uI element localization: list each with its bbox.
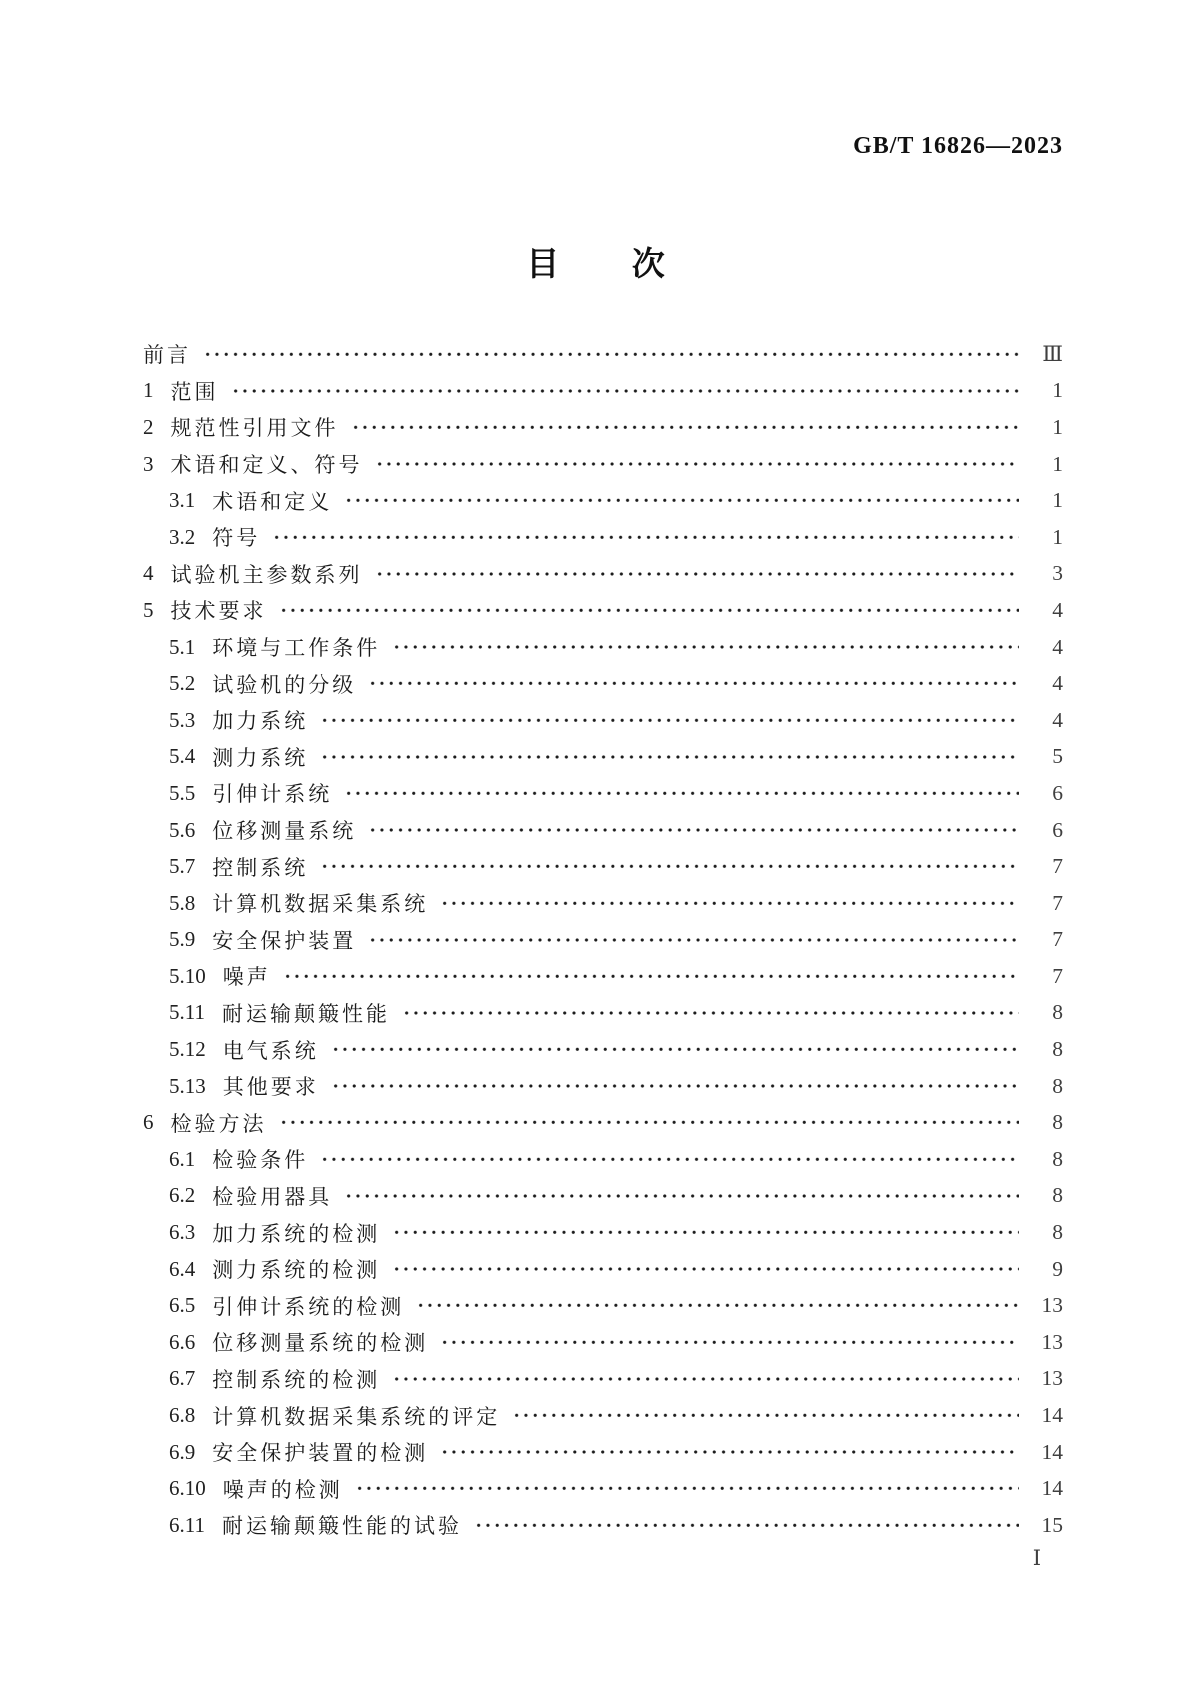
toc-entry-page: 15 xyxy=(1041,1512,1063,1537)
toc-entry xyxy=(143,1068,1063,1105)
toc-entry xyxy=(143,482,1063,519)
toc-dot-leader xyxy=(344,1178,1019,1215)
toc-entry-title: 范围 xyxy=(170,379,219,404)
toc-entry-number: 5.13 xyxy=(169,1073,206,1098)
toc-entry-number: 6.8 xyxy=(169,1403,196,1428)
toc-entry-number: 6.3 xyxy=(169,1220,196,1245)
toc-entry-title: 计算机数据采集系统 xyxy=(212,892,429,917)
toc-entry-number: 6 xyxy=(143,1110,154,1135)
toc-entry-number: 5.7 xyxy=(169,854,196,879)
toc-entry-page: 4 xyxy=(1052,634,1063,659)
toc-entry xyxy=(143,995,1063,1032)
toc-entry xyxy=(143,1287,1063,1324)
toc-entry-number: 5.3 xyxy=(169,707,196,732)
toc-entry xyxy=(143,848,1063,885)
toc-entry-title: 测力系统的检测 xyxy=(212,1258,381,1283)
table-of-contents xyxy=(143,336,1063,1544)
toc-entry-title: 试验机的分级 xyxy=(212,672,357,697)
toc-entry-number: 5.11 xyxy=(169,1000,205,1025)
toc-entry-title: 安全保护装置的检测 xyxy=(212,1441,429,1466)
toc-dot-leader xyxy=(440,1324,1019,1361)
toc-entry-page: 8 xyxy=(1052,1037,1063,1062)
toc-entry-page: 9 xyxy=(1052,1256,1063,1281)
toc-dot-leader xyxy=(392,1214,1019,1251)
toc-entry-page: 1 xyxy=(1052,378,1063,403)
toc-dot-leader xyxy=(320,1141,1019,1178)
toc-entry-number: 5.8 xyxy=(169,890,196,915)
standard-number: GB/T 16826—2023 xyxy=(853,133,1063,159)
toc-entry-number: 4 xyxy=(143,561,154,586)
toc-dot-leader xyxy=(344,775,1019,812)
toc-entry-title: 噪声 xyxy=(222,965,271,990)
toc-entry-title: 规范性引用文件 xyxy=(170,416,339,441)
toc-entry-title: 检验方法 xyxy=(170,1111,267,1136)
toc-dot-leader xyxy=(320,702,1019,739)
toc-entry-page: 6 xyxy=(1052,817,1063,842)
toc-entry xyxy=(143,1178,1063,1215)
toc-dot-leader xyxy=(231,373,1020,410)
toc-dot-leader xyxy=(375,556,1020,593)
toc-entry xyxy=(143,885,1063,922)
toc-entry-title: 控制系统的检测 xyxy=(212,1367,381,1392)
toc-entry xyxy=(143,336,1063,373)
toc-dot-leader xyxy=(331,1068,1019,1105)
toc-entry xyxy=(143,1434,1063,1471)
toc-entry-title: 其他要求 xyxy=(222,1075,319,1100)
toc-entry xyxy=(143,1361,1063,1398)
toc-entry-page: 14 xyxy=(1041,1439,1063,1464)
toc-dot-leader xyxy=(392,1361,1019,1398)
toc-dot-leader xyxy=(272,519,1019,556)
toc-entry-title: 技术要求 xyxy=(170,599,267,624)
toc-entry-number: 5.5 xyxy=(169,780,196,805)
toc-entry-number: 2 xyxy=(143,414,154,439)
toc-entry-page: 13 xyxy=(1041,1329,1063,1354)
toc-entry-page: 3 xyxy=(1052,561,1063,586)
toc-entry-title: 位移测量系统 xyxy=(212,819,357,844)
toc-entry-number: 5.9 xyxy=(169,927,196,952)
toc-entry-title: 耐运输颠簸性能的试验 xyxy=(221,1514,462,1539)
toc-entry-number: 6.1 xyxy=(169,1146,196,1171)
toc-entry-page: 4 xyxy=(1052,597,1063,622)
toc-entry xyxy=(143,1507,1063,1544)
toc-entry xyxy=(143,922,1063,959)
toc-entry-number: 6.6 xyxy=(169,1329,196,1354)
toc-entry-page: 1 xyxy=(1052,488,1063,513)
toc-entry xyxy=(143,1397,1063,1434)
toc-dot-leader xyxy=(283,958,1019,995)
toc-entry-title: 安全保护装置 xyxy=(212,928,357,953)
toc-entry xyxy=(143,775,1063,812)
toc-entry xyxy=(143,665,1063,702)
toc-dot-leader xyxy=(474,1507,1019,1544)
toc-entry xyxy=(143,1251,1063,1288)
toc-entry xyxy=(143,629,1063,666)
toc-dot-leader xyxy=(203,336,1019,373)
toc-dot-leader xyxy=(344,482,1019,519)
toc-entry-number: 5.6 xyxy=(169,817,196,842)
toc-dot-leader xyxy=(368,812,1019,849)
toc-entry-page: 14 xyxy=(1041,1476,1063,1501)
toc-entry-page: 8 xyxy=(1052,1220,1063,1245)
toc-entry-number: 6.4 xyxy=(169,1256,196,1281)
toc-entry-number: 3.1 xyxy=(169,488,196,513)
toc-entry-title: 试验机主参数系列 xyxy=(170,562,363,587)
toc-dot-leader xyxy=(279,592,1020,629)
toc-entry-number: 6.5 xyxy=(169,1293,196,1318)
toc-entry xyxy=(143,1031,1063,1068)
toc-entry-title: 引伸计系统的检测 xyxy=(212,1294,405,1319)
toc-entry-title: 加力系统的检测 xyxy=(212,1221,381,1246)
toc-entry xyxy=(143,556,1063,593)
toc-entry-number: 5.10 xyxy=(169,963,206,988)
toc-entry-title: 计算机数据采集系统的评定 xyxy=(212,1404,501,1429)
toc-entry-title: 检验用器具 xyxy=(212,1184,333,1209)
toc-entry-page: 7 xyxy=(1052,854,1063,879)
toc-entry-title: 测力系统 xyxy=(212,745,309,770)
toc-entry xyxy=(143,446,1063,483)
toc-entry xyxy=(143,958,1063,995)
toc-entry-page: 4 xyxy=(1052,707,1063,732)
toc-entry-title: 耐运输颠簸性能 xyxy=(221,1001,390,1026)
toc-entry-number: 3 xyxy=(143,451,154,476)
toc-entry-title: 引伸计系统 xyxy=(212,782,333,807)
toc-entry-page: 1 xyxy=(1052,414,1063,439)
toc-entry-page: 1 xyxy=(1052,451,1063,476)
toc-entry xyxy=(143,739,1063,776)
toc-entry-title: 加力系统 xyxy=(212,709,309,734)
folio-page-number: Ⅰ xyxy=(1032,1546,1041,1570)
toc-dot-leader xyxy=(440,885,1019,922)
toc-entry-title: 前言 xyxy=(143,343,191,368)
toc-entry-page: Ⅲ xyxy=(1042,341,1063,366)
toc-dot-leader xyxy=(331,1031,1019,1068)
toc-entry-title: 符号 xyxy=(212,526,261,551)
toc-dot-leader xyxy=(368,922,1019,959)
toc-entry-page: 6 xyxy=(1052,780,1063,805)
toc-entry xyxy=(143,409,1063,446)
toc-entry xyxy=(143,1324,1063,1361)
toc-dot-leader xyxy=(512,1397,1019,1434)
toc-entry xyxy=(143,812,1063,849)
toc-dot-leader xyxy=(351,409,1020,446)
toc-dot-leader xyxy=(416,1287,1019,1324)
toc-entry-number: 5.12 xyxy=(169,1037,206,1062)
toc-dot-leader xyxy=(320,739,1019,776)
toc-entry xyxy=(143,592,1063,629)
toc-dot-leader xyxy=(392,1251,1019,1288)
toc-entry-page: 13 xyxy=(1041,1293,1063,1318)
toc-entry-page: 13 xyxy=(1041,1366,1063,1391)
toc-entry xyxy=(143,702,1063,739)
toc-entry-page: 8 xyxy=(1052,1073,1063,1098)
toc-dot-leader xyxy=(392,629,1019,666)
toc-entry-page: 8 xyxy=(1052,1146,1063,1171)
toc-entry-number: 5.4 xyxy=(169,744,196,769)
toc-entry-title: 位移测量系统的检测 xyxy=(212,1331,429,1356)
toc-entry-title: 电气系统 xyxy=(222,1038,319,1063)
toc-entry-number: 3.2 xyxy=(169,524,196,549)
toc-dot-leader xyxy=(375,446,1020,483)
toc-entry-number: 6.11 xyxy=(169,1512,205,1537)
toc-entry-title: 环境与工作条件 xyxy=(212,636,381,661)
toc-entry-number: 6.2 xyxy=(169,1183,196,1208)
toc-entry-page: 7 xyxy=(1052,963,1063,988)
toc-entry-number: 5.1 xyxy=(169,634,196,659)
toc-entry xyxy=(143,1214,1063,1251)
toc-entry xyxy=(143,519,1063,556)
toc-entry xyxy=(143,1141,1063,1178)
toc-entry-title: 术语和定义、符号 xyxy=(170,453,363,478)
toc-entry-number: 6.9 xyxy=(169,1439,196,1464)
toc-entry xyxy=(143,1470,1063,1507)
toc-entry xyxy=(143,373,1063,410)
toc-entry-number: 5 xyxy=(143,597,154,622)
toc-dot-leader xyxy=(368,665,1019,702)
page-title: 目次 xyxy=(526,247,738,283)
toc-dot-leader xyxy=(355,1470,1019,1507)
toc-entry-number: 6.10 xyxy=(169,1476,206,1501)
toc-entry-title: 术语和定义 xyxy=(212,489,333,514)
toc-entry-page: 5 xyxy=(1052,744,1063,769)
toc-entry-page: 1 xyxy=(1052,524,1063,549)
toc-dot-leader xyxy=(440,1434,1019,1471)
toc-entry-title: 控制系统 xyxy=(212,855,309,880)
toc-entry xyxy=(143,1104,1063,1141)
toc-entry-page: 4 xyxy=(1052,671,1063,696)
toc-entry-page: 14 xyxy=(1041,1403,1063,1428)
toc-entry-number: 6.7 xyxy=(169,1366,196,1391)
toc-dot-leader xyxy=(320,848,1019,885)
toc-entry-page: 8 xyxy=(1052,1000,1063,1025)
toc-entry-page: 8 xyxy=(1052,1110,1063,1135)
toc-entry-page: 8 xyxy=(1052,1183,1063,1208)
toc-entry-number: 5.2 xyxy=(169,671,196,696)
toc-entry-title: 噪声的检测 xyxy=(222,1477,343,1502)
toc-entry-page: 7 xyxy=(1052,927,1063,952)
toc-entry-number: 1 xyxy=(143,378,154,403)
toc-entry-title: 检验条件 xyxy=(212,1148,309,1173)
toc-entry-page: 7 xyxy=(1052,890,1063,915)
toc-dot-leader xyxy=(279,1104,1020,1141)
toc-dot-leader xyxy=(402,995,1019,1032)
